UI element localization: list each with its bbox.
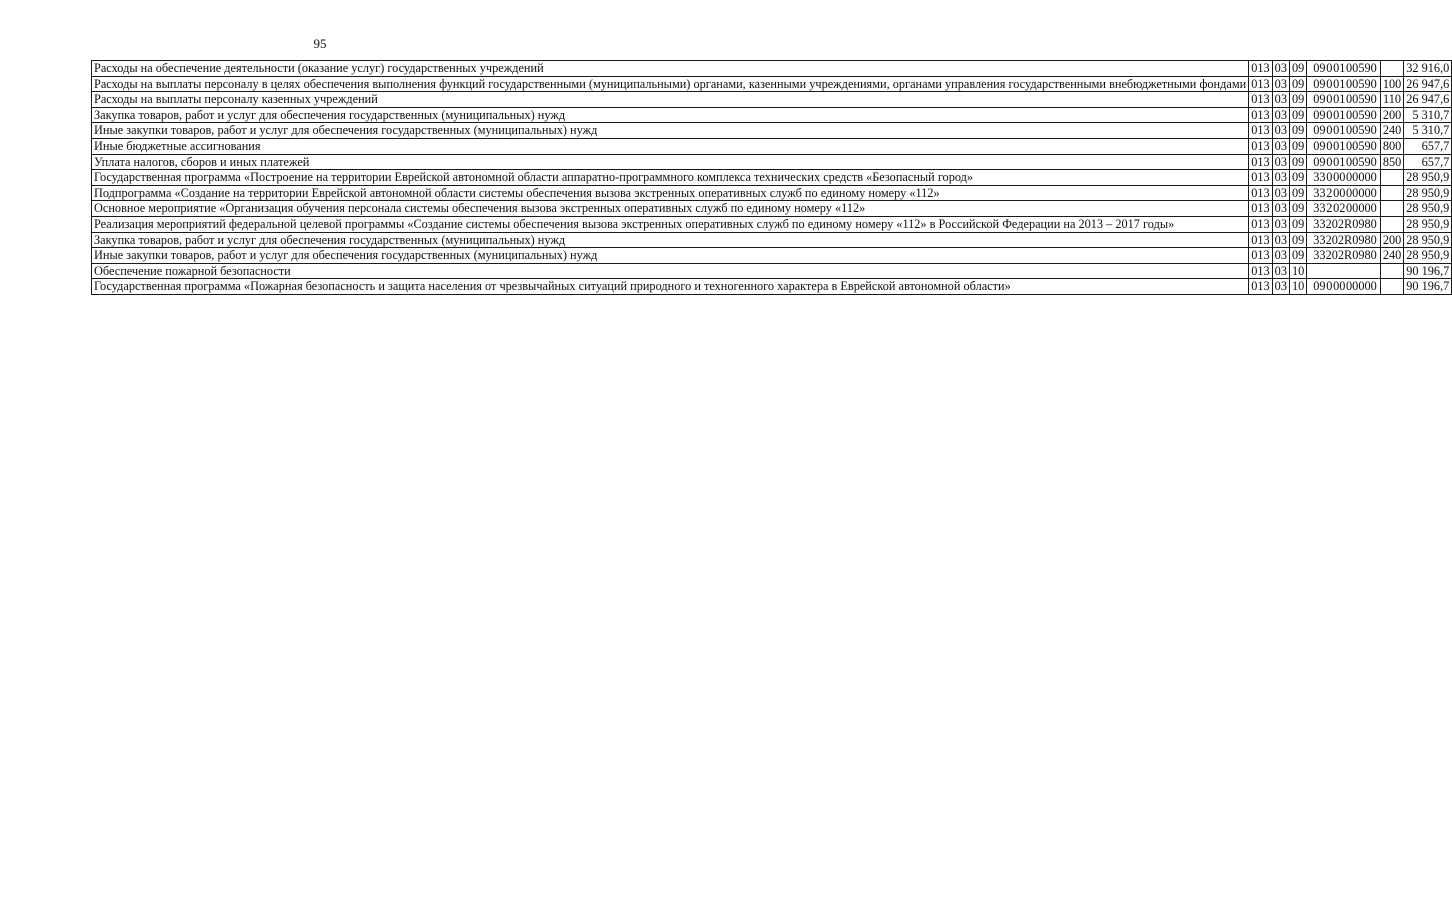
activity-code: 02 bbox=[1331, 216, 1345, 231]
expense-type-code: 200 bbox=[1380, 232, 1403, 248]
subsection-code: 09 bbox=[1289, 201, 1306, 217]
section-code: 03 bbox=[1272, 248, 1289, 264]
direction-code: 00000 bbox=[1346, 185, 1377, 200]
row-description: Иные бюджетные ассигнования bbox=[92, 138, 1249, 154]
activity-code: 02 bbox=[1333, 201, 1346, 216]
amount: 28 950,9 bbox=[1404, 216, 1452, 232]
table-row bbox=[92, 216, 1452, 232]
subprogram-code: 0 bbox=[1326, 92, 1333, 107]
program-code: 33 bbox=[1313, 201, 1326, 216]
page-number: 95 bbox=[313, 36, 327, 51]
subprogram-code: 2 bbox=[1325, 232, 1332, 247]
target-article-code bbox=[1307, 107, 1381, 123]
expense-type-code bbox=[1380, 201, 1403, 217]
target-article-code bbox=[1307, 92, 1381, 108]
row-description: Государственная программа «Пожарная безопасность и защита населения от чрезвычайных ситуаций природного и техногенного характера в Еврейской автономной области» bbox=[92, 279, 1249, 295]
row-description: Закупка товаров, работ и услуг для обеспечения государственных (муниципальных) нужд bbox=[92, 232, 1249, 248]
subsection-code: 09 bbox=[1289, 248, 1306, 264]
direction-code: 00000 bbox=[1346, 201, 1377, 216]
direction-code: 00000 bbox=[1346, 170, 1377, 185]
amount: 657,7 bbox=[1404, 154, 1452, 170]
subsection-code: 09 bbox=[1289, 170, 1306, 186]
direction-code: R0980 bbox=[1344, 216, 1377, 231]
amount: 28 950,9 bbox=[1404, 185, 1452, 201]
direction-code: 00590 bbox=[1346, 138, 1377, 153]
target-article-code bbox=[1307, 201, 1381, 217]
direction-code: 00590 bbox=[1346, 154, 1377, 169]
table-row bbox=[92, 138, 1452, 154]
amount: 26 947,6 bbox=[1404, 92, 1452, 108]
table-row bbox=[92, 123, 1452, 139]
activity-code: 01 bbox=[1333, 92, 1346, 107]
program-code: 33 bbox=[1313, 232, 1326, 247]
subsection-code: 09 bbox=[1289, 76, 1306, 92]
subprogram-code: 0 bbox=[1326, 61, 1333, 75]
table-row bbox=[92, 107, 1452, 123]
target-article-code bbox=[1307, 76, 1381, 92]
direction-code: 00590 bbox=[1346, 76, 1377, 91]
target-article-code bbox=[1307, 123, 1381, 139]
direction-code: 00590 bbox=[1346, 107, 1377, 122]
chief-administrator-code: 013 bbox=[1249, 61, 1272, 77]
chief-administrator-code: 013 bbox=[1249, 248, 1272, 264]
subprogram-code: 0 bbox=[1326, 154, 1333, 169]
subprogram-code: 2 bbox=[1326, 185, 1333, 200]
subprogram-code: 0 bbox=[1326, 107, 1333, 122]
row-description: Государственная программа «Построение на территории Еврейской автономной области аппаратно-программного комплекса технических средств «Безопасный город» bbox=[92, 170, 1249, 186]
direction-code: R0980 bbox=[1344, 248, 1377, 263]
amount: 5 310,7 bbox=[1404, 107, 1452, 123]
amount: 28 950,9 bbox=[1404, 248, 1452, 264]
table-row bbox=[92, 279, 1452, 295]
subprogram-code: 2 bbox=[1326, 201, 1333, 216]
activity-code: 00 bbox=[1333, 279, 1346, 294]
section-code: 03 bbox=[1272, 232, 1289, 248]
section-code: 03 bbox=[1272, 263, 1289, 279]
activity-code: 02 bbox=[1331, 232, 1345, 247]
chief-administrator-code: 013 bbox=[1249, 76, 1272, 92]
target-article-code bbox=[1307, 185, 1381, 201]
program-code: 09 bbox=[1313, 138, 1326, 153]
target-article-code bbox=[1307, 216, 1381, 232]
section-code: 03 bbox=[1272, 216, 1289, 232]
expense-type-code: 240 bbox=[1380, 123, 1403, 139]
chief-administrator-code: 013 bbox=[1249, 279, 1272, 295]
program-code: 33 bbox=[1313, 185, 1326, 200]
target-article-code bbox=[1307, 263, 1381, 279]
amount: 5 310,7 bbox=[1404, 123, 1452, 139]
section-code: 03 bbox=[1272, 138, 1289, 154]
subprogram-code: 0 bbox=[1326, 123, 1333, 138]
budget-table bbox=[91, 60, 1452, 295]
table-row bbox=[92, 92, 1452, 108]
chief-administrator-code: 013 bbox=[1249, 263, 1272, 279]
row-description: Обеспечение пожарной безопасности bbox=[92, 263, 1249, 279]
subsection-code: 09 bbox=[1289, 185, 1306, 201]
subsection-code: 09 bbox=[1289, 61, 1306, 77]
expense-type-code bbox=[1380, 61, 1403, 77]
subsection-code: 09 bbox=[1289, 216, 1306, 232]
program-code: 09 bbox=[1313, 279, 1326, 294]
amount: 28 950,9 bbox=[1404, 201, 1452, 217]
section-code: 03 bbox=[1272, 154, 1289, 170]
direction-code: 00590 bbox=[1346, 92, 1377, 107]
direction-code: 00590 bbox=[1346, 123, 1377, 138]
row-description: Подпрограмма «Создание на территории Еврейской автономной области системы обеспечения вызова экстренных оперативных служб по единому номеру «112» bbox=[92, 185, 1249, 201]
table-row bbox=[92, 248, 1452, 264]
activity-code: 01 bbox=[1333, 123, 1346, 138]
row-description: Расходы на выплаты персоналу казенных учреждений bbox=[92, 92, 1249, 108]
target-article-code bbox=[1307, 248, 1381, 264]
program-code: 33 bbox=[1313, 170, 1326, 185]
table-row bbox=[92, 185, 1452, 201]
table-row bbox=[92, 154, 1452, 170]
direction-code: 00590 bbox=[1346, 61, 1377, 75]
row-description: Расходы на обеспечение деятельности (оказание услуг) государственных учреждений bbox=[92, 61, 1249, 77]
amount: 26 947,6 bbox=[1404, 76, 1452, 92]
target-article-code bbox=[1307, 232, 1381, 248]
table-row bbox=[92, 170, 1452, 186]
section-code: 03 bbox=[1272, 170, 1289, 186]
chief-administrator-code: 013 bbox=[1249, 185, 1272, 201]
row-description: Закупка товаров, работ и услуг для обеспечения государственных (муниципальных) нужд bbox=[92, 107, 1249, 123]
activity-code: 02 bbox=[1331, 248, 1345, 263]
activity-code: 01 bbox=[1333, 154, 1346, 169]
activity-code: 00 bbox=[1333, 170, 1346, 185]
activity-code: 01 bbox=[1333, 76, 1346, 91]
program-code: 33 bbox=[1313, 216, 1326, 231]
subsection-code: 09 bbox=[1289, 107, 1306, 123]
chief-administrator-code: 013 bbox=[1249, 154, 1272, 170]
program-code: 09 bbox=[1313, 123, 1326, 138]
subprogram-code: 2 bbox=[1325, 216, 1332, 231]
expense-type-code bbox=[1380, 185, 1403, 201]
section-code: 03 bbox=[1272, 123, 1289, 139]
subprogram-code: 0 bbox=[1326, 170, 1333, 185]
amount: 28 950,9 bbox=[1404, 232, 1452, 248]
subprogram-code: 0 bbox=[1326, 76, 1333, 91]
expense-type-code bbox=[1380, 279, 1403, 295]
expense-type-code: 240 bbox=[1380, 248, 1403, 264]
activity-code: 01 bbox=[1333, 61, 1346, 75]
target-article-code bbox=[1307, 61, 1381, 77]
target-article-code bbox=[1307, 154, 1381, 170]
program-code: 09 bbox=[1313, 107, 1326, 122]
expense-type-code: 100 bbox=[1380, 76, 1403, 92]
subsection-code: 09 bbox=[1289, 232, 1306, 248]
table-row bbox=[92, 76, 1452, 92]
row-description: Расходы на выплаты персоналу в целях обеспечения выполнения функций государственными (муниципальными) органами, казенными учреждениями, органами управления государственными внебюджетными фондами bbox=[92, 76, 1249, 92]
chief-administrator-code: 013 bbox=[1249, 138, 1272, 154]
amount: 28 950,9 bbox=[1404, 170, 1452, 186]
table-row bbox=[92, 263, 1452, 279]
subsection-code: 09 bbox=[1289, 123, 1306, 139]
row-description: Иные закупки товаров, работ и услуг для обеспечения государственных (муниципальных) нужд bbox=[92, 123, 1249, 139]
subprogram-code: 2 bbox=[1325, 248, 1332, 263]
expense-type-code bbox=[1380, 216, 1403, 232]
subprogram-code: 0 bbox=[1326, 138, 1333, 153]
table-row bbox=[92, 232, 1452, 248]
program-code: 09 bbox=[1313, 76, 1326, 91]
chief-administrator-code: 013 bbox=[1249, 92, 1272, 108]
amount: 90 196,7 bbox=[1404, 279, 1452, 295]
program-code: 33 bbox=[1313, 248, 1326, 263]
expense-type-code bbox=[1380, 263, 1403, 279]
subsection-code: 09 bbox=[1289, 92, 1306, 108]
expense-type-code: 200 bbox=[1380, 107, 1403, 123]
chief-administrator-code: 013 bbox=[1249, 170, 1272, 186]
program-code: 09 bbox=[1313, 61, 1326, 75]
expense-type-code: 850 bbox=[1380, 154, 1403, 170]
table-row bbox=[92, 61, 1452, 77]
section-code: 03 bbox=[1272, 92, 1289, 108]
target-article-code bbox=[1307, 170, 1381, 186]
section-code: 03 bbox=[1272, 279, 1289, 295]
program-code: 09 bbox=[1313, 154, 1326, 169]
amount: 90 196,7 bbox=[1404, 263, 1452, 279]
expense-type-code: 800 bbox=[1380, 138, 1403, 154]
subsection-code: 09 bbox=[1289, 154, 1306, 170]
direction-code: 00000 bbox=[1346, 279, 1377, 294]
row-description: Уплата налогов, сборов и иных платежей bbox=[92, 154, 1249, 170]
table-row bbox=[92, 201, 1452, 217]
activity-code: 00 bbox=[1333, 185, 1346, 200]
row-description: Основное мероприятие «Организация обучения персонала системы обеспечения вызова экстренных оперативных служб по единому номеру «112» bbox=[92, 201, 1249, 217]
section-code: 03 bbox=[1272, 76, 1289, 92]
subsection-code: 10 bbox=[1289, 263, 1306, 279]
expense-type-code: 110 bbox=[1380, 92, 1403, 108]
direction-code: R0980 bbox=[1344, 232, 1377, 247]
chief-administrator-code: 013 bbox=[1249, 123, 1272, 139]
target-article-code bbox=[1307, 138, 1381, 154]
program-code: 09 bbox=[1313, 92, 1326, 107]
activity-code: 01 bbox=[1333, 138, 1346, 153]
section-code: 03 bbox=[1272, 61, 1289, 77]
section-code: 03 bbox=[1272, 201, 1289, 217]
subsection-code: 10 bbox=[1289, 279, 1306, 295]
table-body bbox=[92, 61, 1452, 295]
row-description: Иные закупки товаров, работ и услуг для обеспечения государственных (муниципальных) нужд bbox=[92, 248, 1249, 264]
subsection-code: 09 bbox=[1289, 138, 1306, 154]
chief-administrator-code: 013 bbox=[1249, 201, 1272, 217]
chief-administrator-code: 013 bbox=[1249, 232, 1272, 248]
activity-code: 01 bbox=[1333, 107, 1346, 122]
subprogram-code: 0 bbox=[1326, 279, 1333, 294]
expense-type-code bbox=[1380, 170, 1403, 186]
row-description: Реализация мероприятий федеральной целевой программы «Создание системы обеспечения вызова экстренных оперативных служб по единому номеру «112» в Российской Федерации на 2013 – 2017 годы» bbox=[92, 216, 1249, 232]
target-article-code bbox=[1307, 279, 1381, 295]
section-code: 03 bbox=[1272, 107, 1289, 123]
amount: 32 916,0 bbox=[1404, 61, 1452, 77]
chief-administrator-code: 013 bbox=[1249, 216, 1272, 232]
amount: 657,7 bbox=[1404, 138, 1452, 154]
chief-administrator-code: 013 bbox=[1249, 107, 1272, 123]
section-code: 03 bbox=[1272, 185, 1289, 201]
